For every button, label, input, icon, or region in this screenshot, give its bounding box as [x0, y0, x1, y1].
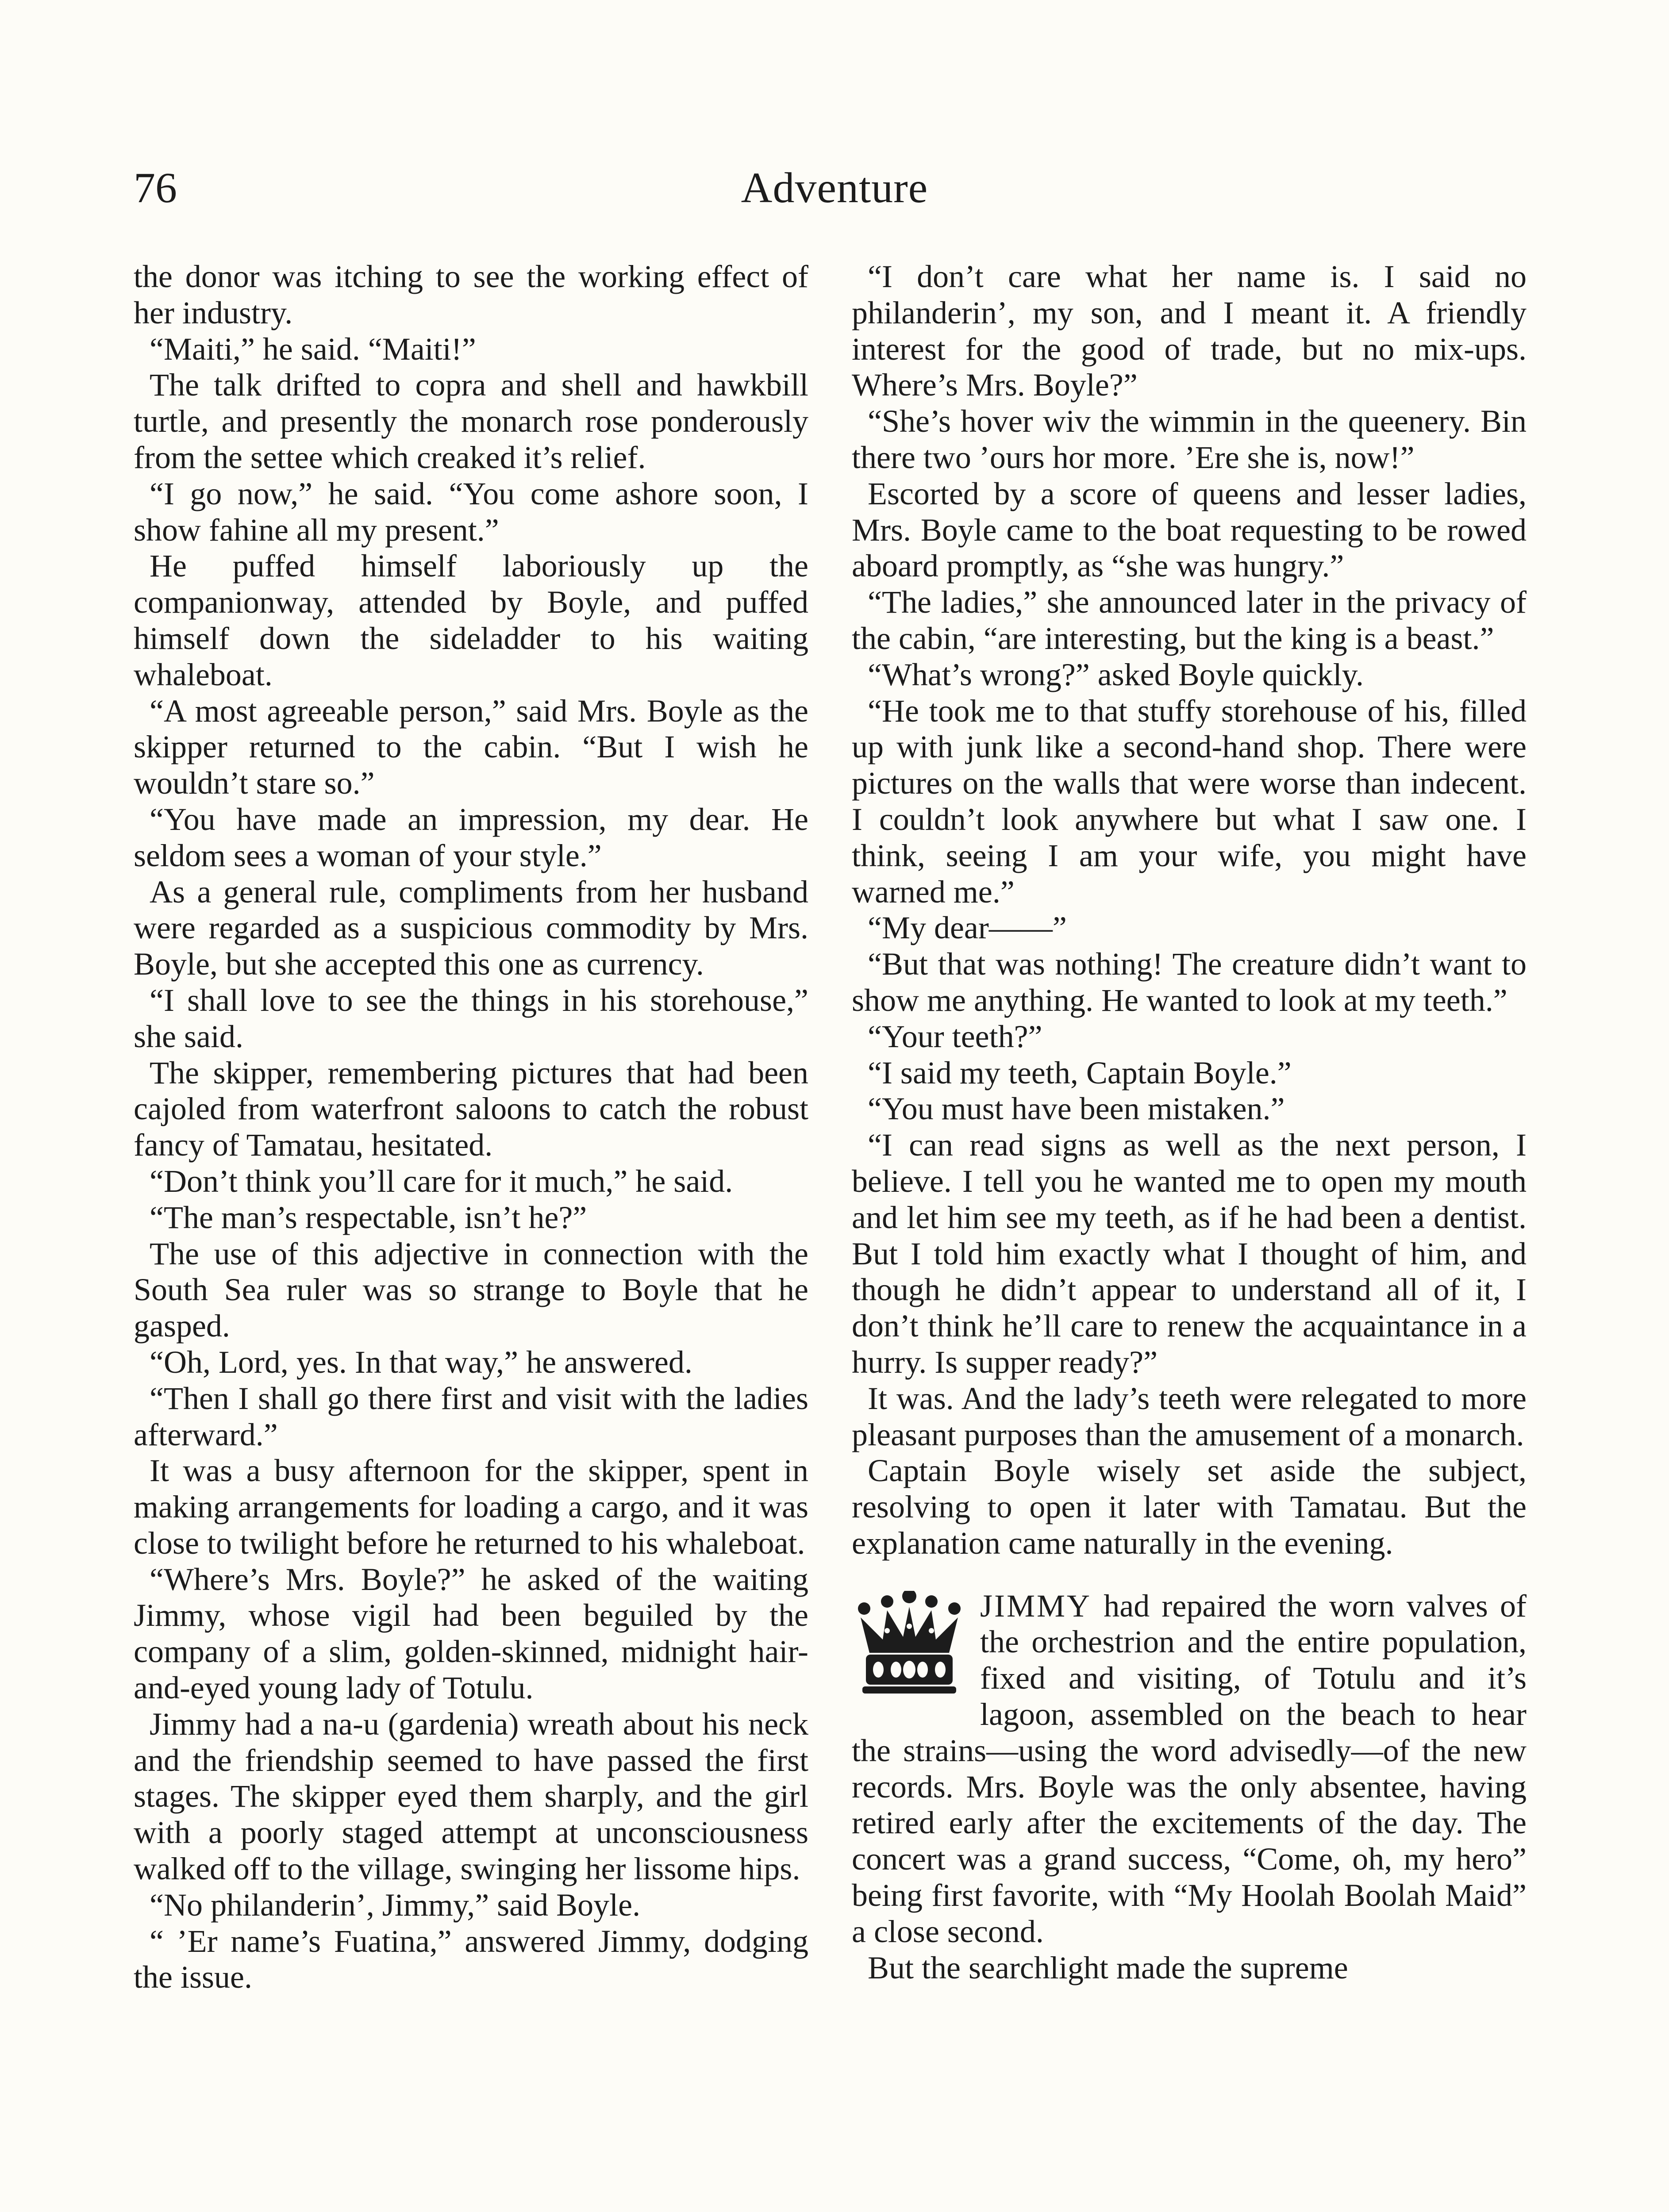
page-header — [0, 159, 1669, 226]
page-number: 76 — [134, 164, 177, 212]
paragraph: “Your teeth?” — [868, 1018, 1042, 1054]
paragraph: “I shall love to see the things in his storehouse,” she said. — [134, 982, 808, 1054]
left-column — [134, 259, 808, 1996]
paragraph: “I said my teeth, Captain Boyle.” — [868, 1055, 1292, 1091]
paragraph: “Oh, Lord, yes. In that way,” he answered. — [150, 1344, 692, 1380]
paragraph: “You have made an impression, my dear. He seldom sees a woman of your style.” — [134, 801, 808, 873]
running-title: Adventure — [741, 164, 928, 212]
paragraph: “But that was nothing! The creature didn’t want to show me anything. He wanted to look at my teeth.” — [852, 946, 1527, 1018]
right-column — [852, 259, 1527, 1986]
paragraph: The use of this adjective in connection with the South Sea ruler was so strange to Boyle that he gasped. — [134, 1236, 808, 1344]
paragraph: “Don’t think you’ll care for it much,” he said. — [150, 1163, 733, 1199]
paragraph: the donor was itching to see the working effect of her industry. — [134, 259, 808, 330]
paragraph: The talk drifted to copra and shell and hawkbill turtle, and presently the monarch rose ponderously from the settee which creaked it’s relief. — [134, 367, 808, 475]
paragraph: “What’s wrong?” asked Boyle quickly. — [868, 657, 1364, 692]
paragraph: “The ladies,” she announced later in the privacy of the cabin, “are interesting, but the king is a beast.” — [852, 584, 1527, 656]
paragraph: “She’s hover wiv the wimmin in the queenery. Bin there two ’ours hor more. ’Ere she is, now!” — [852, 403, 1527, 475]
paragraph: Jimmy had a na-u (gardenia) wreath about his neck and the friendship seemed to have passed the first stages. The skipper eyed them sharply, and the girl with a poorly staged attempt at unconsciousness walked off to the village, swinging her lissome hips. — [134, 1706, 808, 1887]
paragraph: It was. And the lady’s teeth were relegated to more pleasant purposes than the amusement of a monarch. — [852, 1380, 1527, 1452]
crown-ornament-icon — [852, 1591, 967, 1697]
paragraph: “Where’s Mrs. Boyle?” he asked of the waiting Jimmy, whose vigil had been beguiled by the company of a slim, golden-skinned, midnight hair-and-eyed young lady of Totulu. — [134, 1561, 808, 1706]
paragraph: “ ’Er name’s Fuatina,” answered Jimmy, dodging the issue. — [134, 1923, 808, 1995]
paragraph: “The man’s respectable, isn’t he?” — [150, 1199, 587, 1235]
paragraph: As a general rule, compliments from her husband were regarded as a suspicious commodity by Mrs. Boyle, but she accepted this one as currency. — [134, 874, 808, 982]
paragraph: It was a busy afternoon for the skipper, spent in making arrangements for loading a cargo, and it was close to twilight before he returned to his whaleboat. — [134, 1453, 808, 1561]
paragraph: “No philanderin’, Jimmy,” said Boyle. — [150, 1887, 641, 1923]
paragraph: He puffed himself laboriously up the companionway, attended by Boyle, and puffed himself down the sideladder to his waiting whaleboat. — [134, 548, 808, 692]
paragraph: “I go now,” he said. “You come ashore soon, I show fahine all my present.” — [134, 476, 808, 548]
section-text: had repaired the worn valves of the orchestrion and the entire population, fixed and visiting, of Totulu and it’s lagoon, assembled on the beach to hear the strains—using the word advisedly—of the new records. Mrs. Boyle was the only absentee, having retired early after the excitements of the day. The concert was a grand success, “Come, oh, my hero” being first favorite, with “My Hoolah Boolah Maid” a close second. — [852, 1588, 1527, 1949]
paragraph: “I can read signs as well as the next person, I believe. I tell you he wanted me to open my mouth and let him see my teeth, as if he had been a dentist. But I told him exactly what I thought of him, and though he didn’t appear to understand all of it, I don’t think he’ll care to renew the acquaintance in a hurry. Is supper ready?” — [852, 1127, 1527, 1380]
paragraph: “I don’t care what her name is. I said no philanderin’, my son, and I meant it. A friendly interest for the good of trade, but no mix-ups. Where’s Mrs. Boyle?” — [852, 259, 1527, 403]
paragraph: “Maiti,” he said. “Maiti!” — [150, 331, 476, 367]
paragraph: The skipper, remembering pictures that had been cajoled from waterfront saloons to catch the robust fancy of Tamatau, hesitated. — [134, 1055, 808, 1163]
section-break — [852, 1588, 1527, 1986]
paragraph: “You must have been mistaken.” — [868, 1091, 1285, 1127]
paragraph: But the searchlight made the supreme — [868, 1950, 1348, 1985]
lead-word: JIMMY — [980, 1588, 1092, 1624]
paragraph: “Then I shall go there first and visit with the ladies afterward.” — [134, 1380, 808, 1452]
paragraph: Captain Boyle wisely set aside the subject, resolving to open it later with Tamatau. But the explanation came naturally in the evening. — [852, 1453, 1527, 1561]
paragraph: “A most agreeable person,” said Mrs. Boyle as the skipper returned to the cabin. “But I wish he wouldn’t stare so.” — [134, 693, 808, 801]
paragraph: Escorted by a score of queens and lesser ladies, Mrs. Boyle came to the boat requesting to be rowed aboard promptly, as “she was hungry.” — [852, 476, 1527, 584]
paragraph: “He took me to that stuffy storehouse of his, filled up with junk like a second-hand shop. There were pictures on the walls that were worse than indecent. I couldn’t look anywhere but what I saw one. I think, seeing I am your wife, you might have warned me.” — [852, 693, 1527, 910]
paragraph: “My dear——” — [868, 910, 1067, 946]
